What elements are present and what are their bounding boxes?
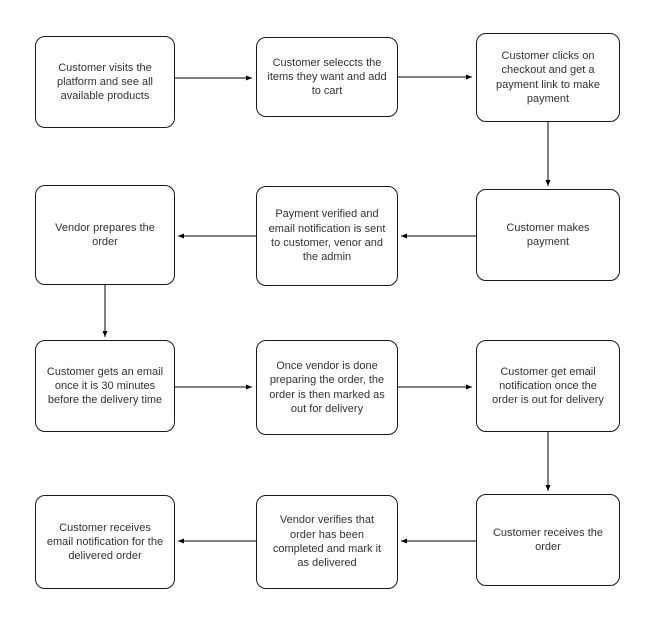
node-email-30-minutes-before: Customer gets an email once it is 30 minutes before the delivery time xyxy=(35,340,175,432)
node-vendor-prepares-order: Vendor prepares the order xyxy=(35,185,175,285)
node-vendor-marks-delivered: Vendor verifies that order has been completed and mark it as delivered xyxy=(256,495,398,589)
node-marked-out-for-delivery: Once vendor is done preparing the order, the order is then marked as out for delivery xyxy=(256,340,398,435)
node-select-items: Customer seleccts the items they want and add to cart xyxy=(256,37,398,117)
node-make-payment: Customer makes payment xyxy=(476,189,620,281)
node-checkout-payment-link: Customer clicks on checkout and get a payment link to make payment xyxy=(476,33,620,122)
node-visit-platform: Customer visits the platform and see all available products xyxy=(35,36,175,128)
node-payment-verified-notification: Payment verified and email notification is sent to customer, venor and the admin xyxy=(256,186,398,286)
node-email-delivered-order: Customer receives email notification for the delivered order xyxy=(35,495,175,589)
node-email-out-for-delivery: Customer get email notification once the order is out for delivery xyxy=(476,340,620,432)
node-customer-receives-order: Customer receives the order xyxy=(476,494,620,586)
